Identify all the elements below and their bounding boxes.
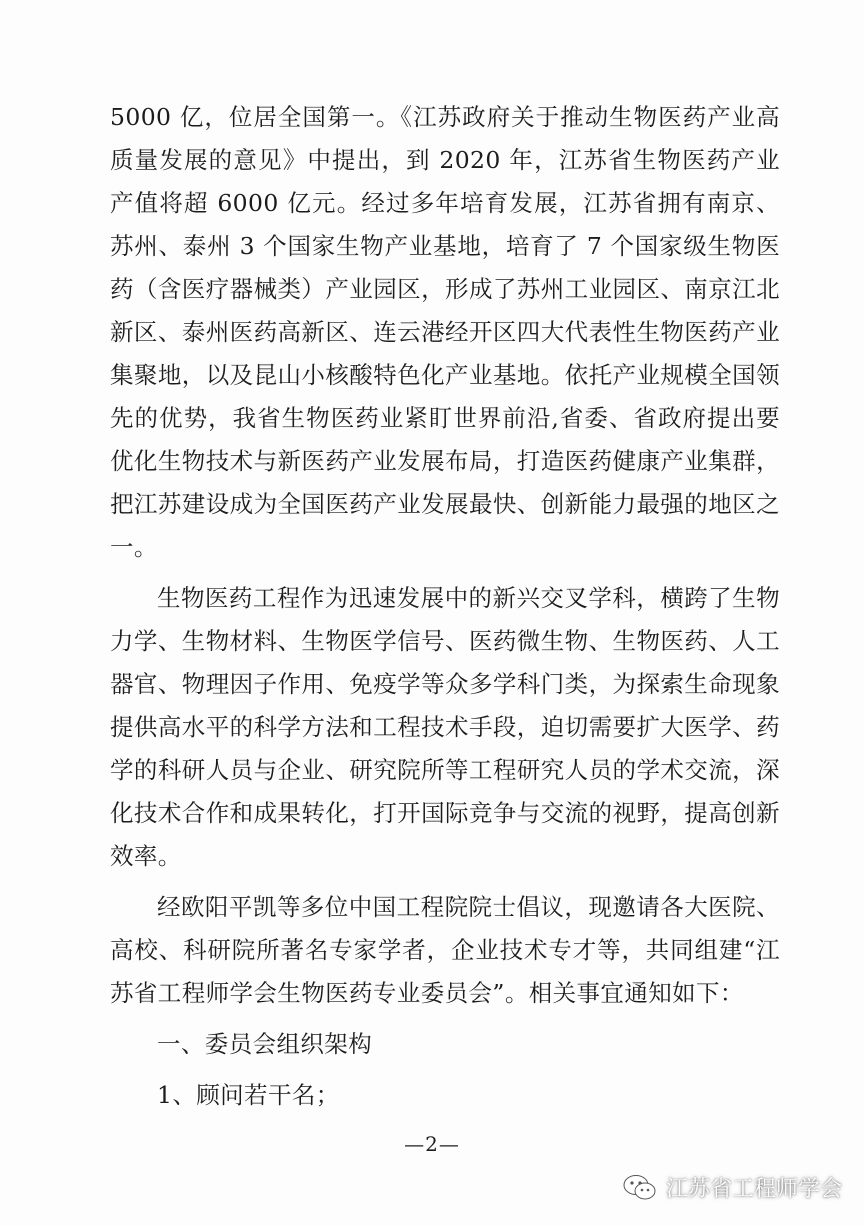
document-body bbox=[110, 96, 780, 1125]
watermark-text: 江苏省工程师学会 bbox=[665, 1177, 842, 1202]
paragraph-biomedical-engineering: 生物医药工程作为迅速发展中的新兴交叉学科，横跨了生物力学、生物材料、生物医学信号、医药微生物、生物医药、人工器官、物理因子作用、免疫学等众多学科门类，为探索生命现象提供高水平的科学方法和工程技术手段，迫切需要扩大医学、药学的科研人员与企业、研究院所等工程研究人员的学术交流，深化技术合作和成果转化，打开国际竞争与交流的视野，提高创新效率。 bbox=[110, 584, 780, 870]
list-item-advisors: 1、顾问若干名； bbox=[157, 1081, 340, 1109]
paragraph-committee-proposal: 经欧阳平凯等多位中国工程院院士倡议，现邀请各大医院、高校、科研院所著名专家学者，企业技术专才等，共同组建“江苏省工程师学会生物医药专业委员会”。相关事宜通知如下： bbox=[110, 893, 780, 1007]
section-heading: 一、委员会组织架构 bbox=[157, 1030, 373, 1058]
wechat-icon bbox=[622, 1173, 658, 1203]
watermark bbox=[622, 1172, 842, 1203]
paragraph-continuation: 5000 亿，位居全国第一。《江苏政府关于推动生物医药产业高质量发展的意见》中提出，到 2020 年，江苏省生物医药产业产值将超 6000 亿元。经过多年培育发展，江苏省拥有南京、苏州、泰州 3 个国家生物产业基地，培育了 7 个国家级生物医药（含医疗器械类）产业园区，形成了苏州工业园区、南京江北新区、泰州医药高新区、连云港经开区四大代表性生物医药产业集聚地，以及昆山小核酸特色化产业基地。依托产业规模全国领先的优势，我省生物医药业紧盯世界前沿,省委、省政府提出要优化生物技术与新医药产业发展布局，打造医药健康产业集群，把江苏建设成为全国医药产业发展最快、创新能力最强的地区之一。 bbox=[110, 103, 780, 561]
page-number: —2— bbox=[404, 1132, 460, 1156]
